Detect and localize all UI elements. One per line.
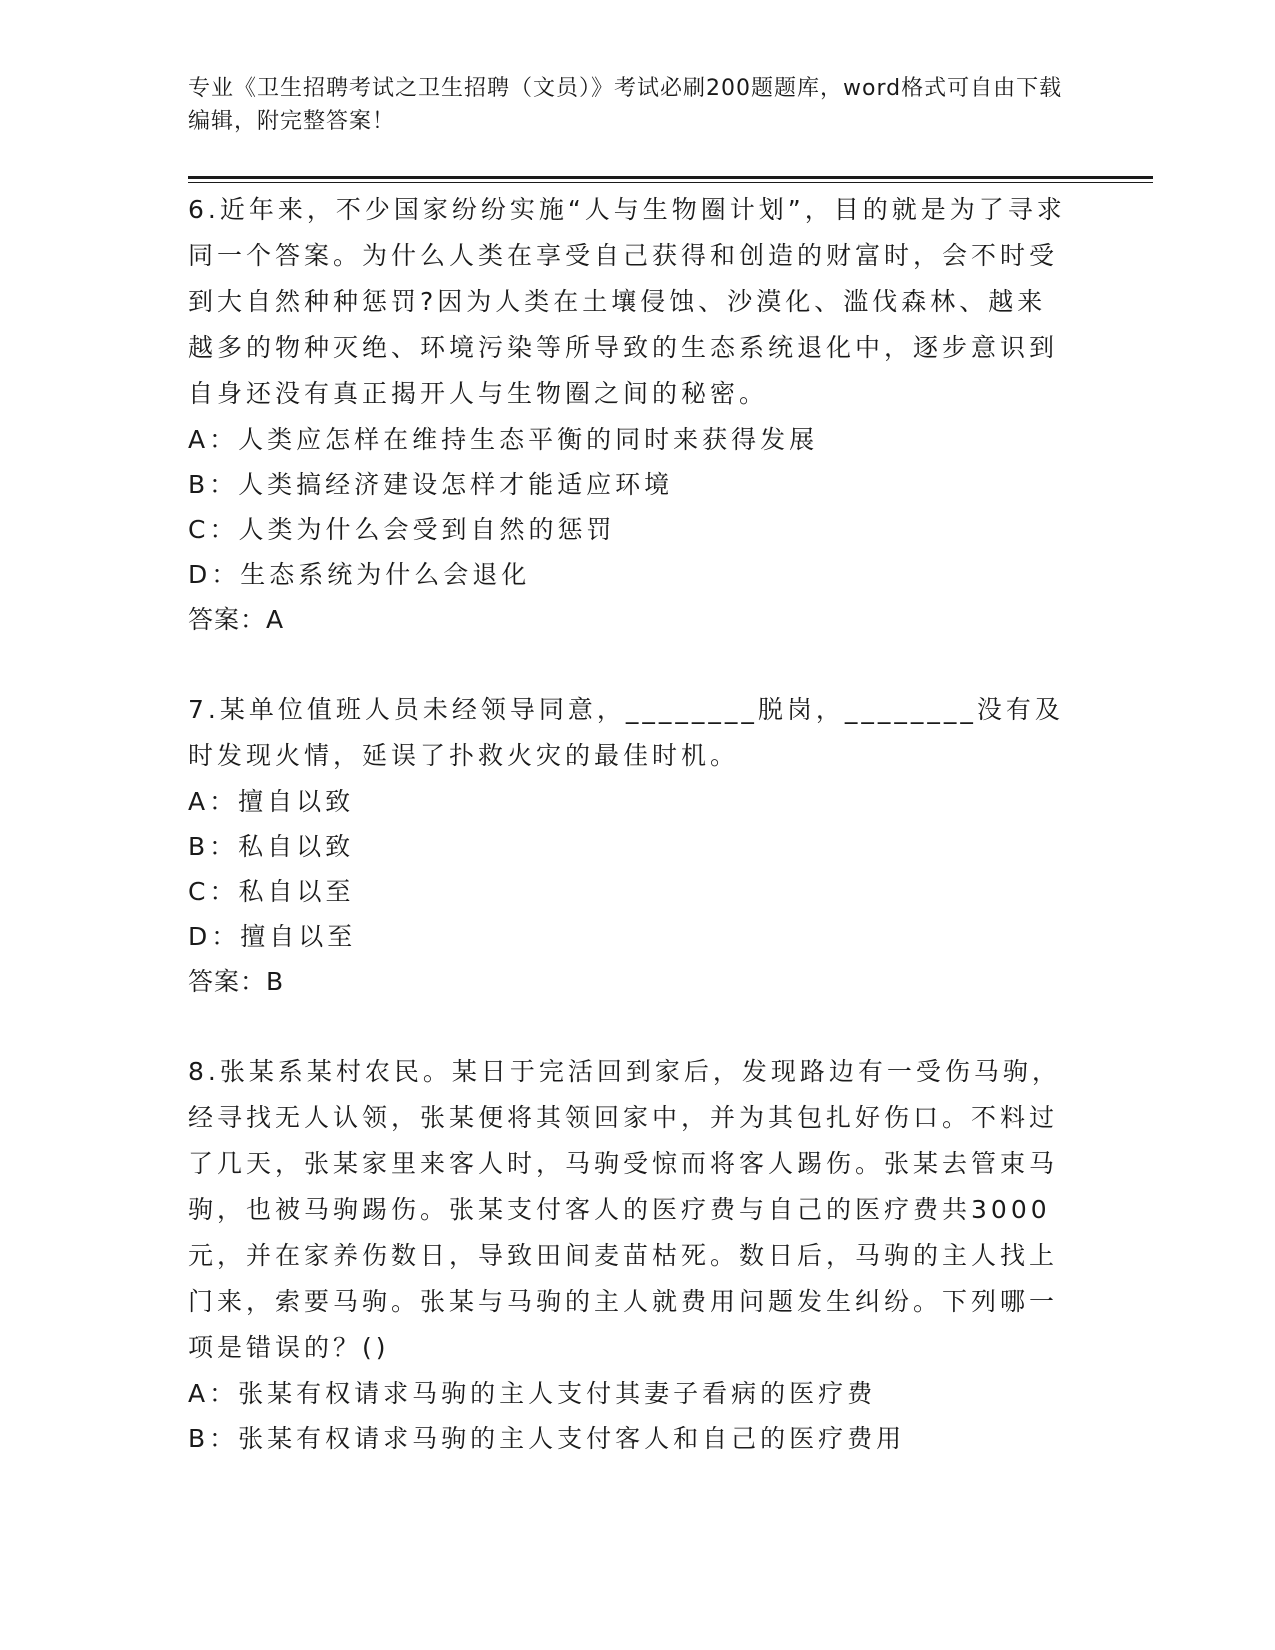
answer-line: 答案：B <box>188 967 285 996</box>
question-6 <box>188 187 1068 643</box>
option-d: D：生态系统为什么会退化 <box>188 560 531 589</box>
question-stem: 8.张某系某村农民。某日于完活回到家后，发现路边有一受伤马驹，经寻找无人认领，张某便将其领回家中，并为其包扎好伤口。不料过了几天，张某家里来客人时，马驹受惊而将客人踢伤。张某去管束马驹，也被马驹踢伤。张某支付客人的医疗费与自己的医疗费共3000元，并在家养伤数日，导致田间麦苗枯死。数日后，马驹的主人找上门来，索要马驹。张某与马驹的主人就费用问题发生纠纷。下列哪一项是错误的？() <box>188 1057 1061 1362</box>
option-a: A：张某有权请求马驹的主人支付其妻子看病的医疗费 <box>188 1379 877 1408</box>
question-stem: 6.近年来，不少国家纷纷实施“人与生物圈计划”，目的就是为了寻求同一个答案。为什么人类在享受自己获得和创造的财富时，会不时受到大自然种种惩罚?因为人类在土壤侵蚀、沙漠化、滥伐森林、越来越多的物种灭绝、环境污染等所导致的生态系统退化中，逐步意识到自身还没有真正揭开人与生物圈之间的秘密。 <box>188 195 1066 408</box>
option-a: A：人类应怎样在维持生态平衡的同时来获得发展 <box>188 425 819 454</box>
option-b: B：私自以致 <box>188 832 355 861</box>
question-spacer <box>188 643 1068 687</box>
option-d: D：擅自以至 <box>188 922 357 951</box>
header-title: 专业《卫生招聘考试之卫生招聘（文员）》考试必刷200题题库，word格式可自由下载编辑，附完整答案！ <box>188 76 1063 134</box>
question-8 <box>188 1049 1068 1461</box>
question-7 <box>188 687 1068 1005</box>
option-a: A：擅自以致 <box>188 787 355 816</box>
document-header <box>188 72 1068 138</box>
question-spacer <box>188 1005 1068 1049</box>
option-b: B：张某有权请求马驹的主人支付客人和自己的医疗费用 <box>188 1424 906 1453</box>
answer-line: 答案：A <box>188 605 285 634</box>
header-divider-thick <box>188 176 1153 179</box>
option-c: C：私自以至 <box>188 877 355 906</box>
question-stem: 7.某单位值班人员未经领导同意，________脱岗，________没有及时发现火情，延误了扑救火灾的最佳时机。 <box>188 695 1064 770</box>
option-b: B：人类搞经济建设怎样才能适应环境 <box>188 470 674 499</box>
option-c: C：人类为什么会受到自然的惩罚 <box>188 515 616 544</box>
header-divider-thin <box>188 182 1153 183</box>
question-list <box>188 187 1068 1461</box>
